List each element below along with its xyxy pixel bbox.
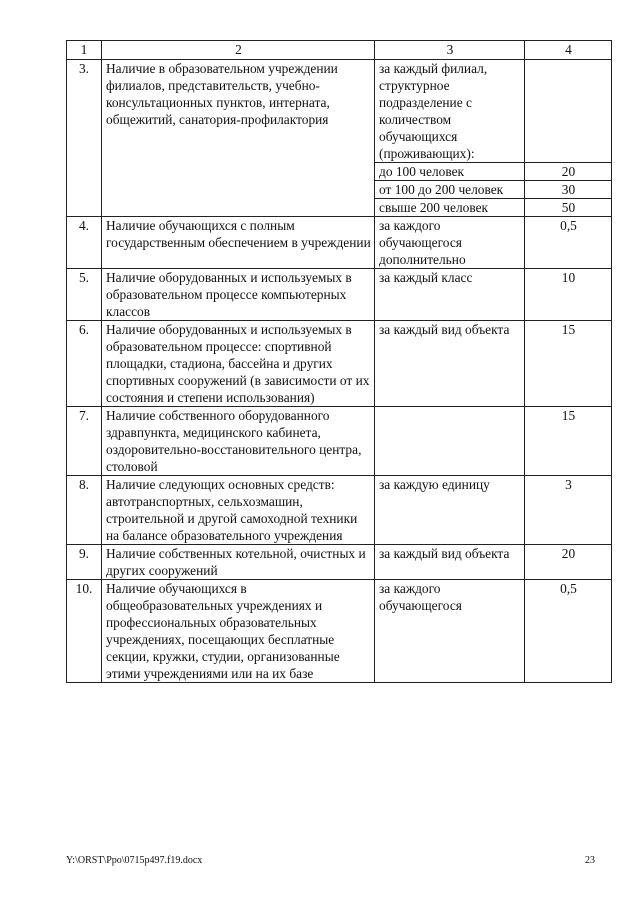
subrow-points: 30 <box>525 181 612 199</box>
header-cell: 1 <box>67 41 102 60</box>
row-description: Наличие оборудованных и используемых в образовательном процессе компьютерных классов <box>102 269 375 321</box>
row-basis: за каждую единицу <box>375 476 525 545</box>
row-basis: за каждый филиал, структурное подразделение с количеством обучающихся (проживающих): <box>375 60 525 163</box>
table-row <box>67 407 612 476</box>
row-points: 0,5 <box>525 580 612 683</box>
row-number: 3. <box>67 60 102 217</box>
row-number: 9. <box>67 545 102 580</box>
table-header-row <box>67 41 612 60</box>
row-description: Наличие собственного оборудованного здравпункта, медицинского кабинета, оздоровительно-восстановительного центра, столовой <box>102 407 375 476</box>
table-row <box>67 60 612 163</box>
row-basis <box>375 407 525 476</box>
row-points: 0,5 <box>525 217 612 269</box>
row-number: 4. <box>67 217 102 269</box>
footer-file-path: Y:\ORST\Ppo\0715p497.f19.docx <box>66 855 203 866</box>
row-points: 10 <box>525 269 612 321</box>
row-number: 10. <box>67 580 102 683</box>
row-description: Наличие оборудованных и используемых в образовательном процессе: спортивной площадки, стадиона, бассейна и других спортивных сооружений (в зависимости от их состояния и степени использования) <box>102 321 375 407</box>
header-cell: 4 <box>525 41 612 60</box>
table-row <box>67 269 612 321</box>
subrow-basis: до 100 человек <box>375 163 525 181</box>
subrow-basis: свыше 200 человек <box>375 199 525 217</box>
row-description: Наличие обучающихся с полным государственным обеспечением в учреждении <box>102 217 375 269</box>
row-number: 6. <box>67 321 102 407</box>
row-number: 7. <box>67 407 102 476</box>
table-row <box>67 545 612 580</box>
header-cell: 3 <box>375 41 525 60</box>
row-number: 5. <box>67 269 102 321</box>
row-description: Наличие в образовательном учреждении филиалов, представительств, учебно-консультационных пунктов, интерната, общежитий, санатория-профилактория <box>102 60 375 217</box>
row-number: 8. <box>67 476 102 545</box>
row-description: Наличие следующих основных средств: автотранспортных, сельхозмашин, строительной и другой самоходной техники на балансе образовательного учреждения <box>102 476 375 545</box>
subrow-basis: от 100 до 200 человек <box>375 181 525 199</box>
row-points <box>525 60 612 163</box>
row-description: Наличие обучающихся в общеобразовательных учреждениях и профессиональных образовательных учреждениях, посещающих бесплатные секции, кружки, студии, организованные этими учреждениями или на их базе <box>102 580 375 683</box>
row-points: 15 <box>525 407 612 476</box>
row-points: 3 <box>525 476 612 545</box>
row-points: 20 <box>525 545 612 580</box>
row-points: 15 <box>525 321 612 407</box>
row-basis: за каждый класс <box>375 269 525 321</box>
table-row <box>67 321 612 407</box>
row-basis: за каждый вид объекта <box>375 321 525 407</box>
row-basis: за каждый вид объекта <box>375 545 525 580</box>
table-row <box>67 580 612 683</box>
table-row <box>67 476 612 545</box>
table-row <box>67 217 612 269</box>
subrow-points: 20 <box>525 163 612 181</box>
row-basis: за каждого обучающегося <box>375 580 525 683</box>
row-description: Наличие собственных котельной, очистных и других сооружений <box>102 545 375 580</box>
header-cell: 2 <box>102 41 375 60</box>
row-basis: за каждого обучающегося дополнительно <box>375 217 525 269</box>
subrow-points: 50 <box>525 199 612 217</box>
criteria-table <box>66 40 612 683</box>
page-number: 23 <box>585 855 595 866</box>
